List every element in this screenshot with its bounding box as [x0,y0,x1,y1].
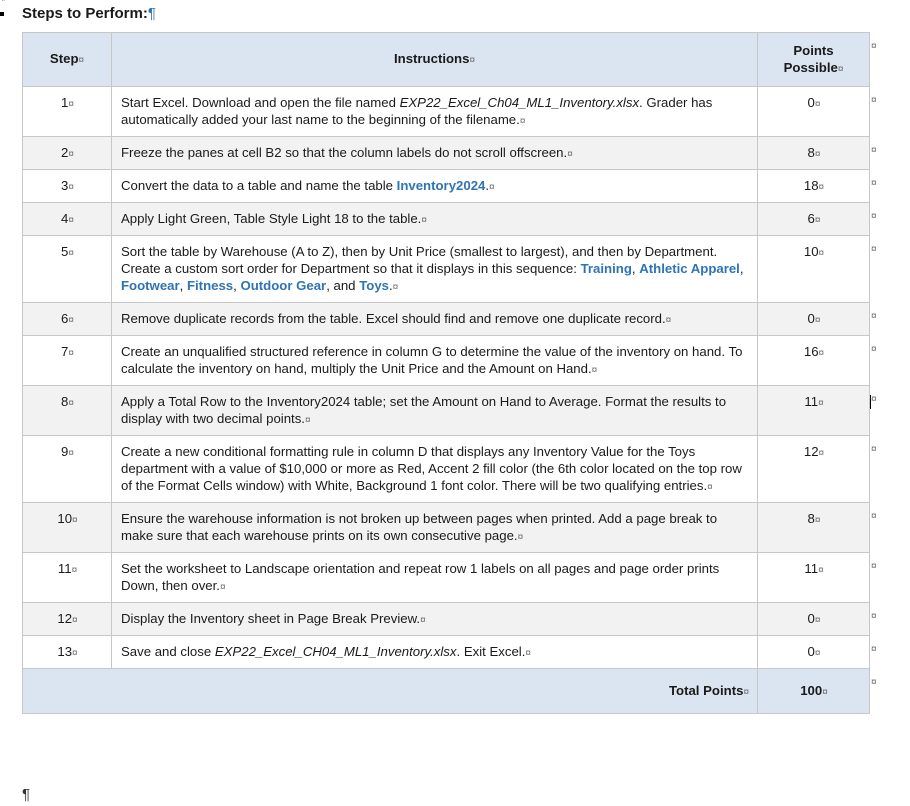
step-points: 8¤ [758,503,870,553]
table-row [23,603,870,636]
row-end-mark: ¤ [871,560,877,572]
step-points: 0¤ [758,636,870,669]
step-instruction: Freeze the panes at cell B2 so that the column labels do not scroll offscreen.¤ [112,137,758,170]
total-row [23,669,870,714]
row-end-mark: ¤ [871,177,877,189]
total-points-label: Total Points¤ [23,669,758,714]
row-end-mark: ¤ [871,243,877,255]
step-instruction: Create a new conditional formatting rule in column D that displays any Inventory Value for the Toys department with a value of $10,000 or more as Red, Accent 2 fill color (the 6th color located on the top row of the Format Cells window) with White, Background 1 font color. There will be two qualifying entries.¤ [112,436,758,503]
step-points: 11¤ [758,553,870,603]
steps-table [22,32,870,714]
step-number: 11¤ [23,553,112,603]
step-instruction: Create an unqualified structured reference in column G to determine the value of the inventory on hand. To calculate the inventory on hand, multiply the Unit Price and the Amount on Hand.¤ [112,336,758,386]
step-instruction: Convert the data to a table and name the table Inventory2024.¤ [112,170,758,203]
row-end-mark: ¤ [871,210,877,222]
table-row [23,503,870,553]
section-heading [2,0,156,22]
header-step: Step¤ [23,33,112,87]
step-points: 6¤ [758,203,870,236]
step-number: 1¤ [23,87,112,137]
pilcrow-mark: ¶ [147,5,156,22]
row-end-mark: ¤ [871,310,877,322]
row-end-mark: ¤ [871,643,877,655]
step-instruction: Ensure the warehouse information is not broken up between pages when printed. Add a page break to make sure that each warehouse prints on its own consecutive page.¤ [112,503,758,553]
paragraph-bullet [0,12,4,16]
step-number: 3¤ [23,170,112,203]
paragraph-end-mark: ¶ [22,786,31,803]
row-end-mark: ¤ [871,510,877,522]
table-row [23,336,870,386]
step-number: 12¤ [23,603,112,636]
row-end-mark: ¤ [871,144,877,156]
row-end-mark: ¤ [871,94,877,106]
row-end-mark: ¤ [871,393,877,405]
step-points: 0¤ [758,87,870,137]
step-number: 13¤ [23,636,112,669]
step-points: 0¤ [758,603,870,636]
table-header-row [23,33,870,87]
step-number: 2¤ [23,137,112,170]
row-end-mark: ¤ [871,676,877,688]
formatting-mark: " [2,0,5,7]
step-number: 5¤ [23,236,112,303]
header-instructions: Instructions¤ [112,33,758,87]
step-instruction: Set the worksheet to Landscape orientation and repeat row 1 labels on all pages and page order prints Down, then over.¤ [112,553,758,603]
table-row [23,636,870,669]
table-row [23,137,870,170]
step-points: 11¤ [758,386,870,436]
table-row [23,236,870,303]
step-instruction: Display the Inventory sheet in Page Break Preview.¤ [112,603,758,636]
step-points: 10¤ [758,236,870,303]
step-number: 7¤ [23,336,112,386]
step-instruction: Remove duplicate records from the table. Excel should find and remove one duplicate record.¤ [112,303,758,336]
total-points-value: 100¤ [758,669,870,714]
step-instruction: Save and close EXP22_Excel_CH04_ML1_Inventory.xlsx. Exit Excel.¤ [112,636,758,669]
step-instruction: Sort the table by Warehouse (A to Z), then by Unit Price (smallest to largest), and then by Department. Create a custom sort order for Department so that it displays in this sequence: Training, Athletic Apparel, Footwear, Fitness, Outdoor Gear, and Toys.¤ [112,236,758,303]
step-number: 6¤ [23,303,112,336]
table-row [23,203,870,236]
table-row [23,436,870,503]
table-row [23,87,870,137]
step-instruction: Apply a Total Row to the Inventory2024 table; set the Amount on Hand to Average. Format the results to display with two decimal points.¤ [112,386,758,436]
step-instruction: Apply Light Green, Table Style Light 18 to the table.¤ [112,203,758,236]
step-number: 10¤ [23,503,112,553]
table-row [23,303,870,336]
table-row [23,170,870,203]
step-number: 9¤ [23,436,112,503]
step-number: 8¤ [23,386,112,436]
table-row [23,386,870,436]
step-points: 12¤ [758,436,870,503]
header-points-possible: Points Possible¤ [758,33,870,87]
step-points: 8¤ [758,137,870,170]
table-row [23,553,870,603]
step-number: 4¤ [23,203,112,236]
section-heading-text: Steps to Perform: [22,5,148,22]
row-end-mark: ¤ [871,40,877,52]
step-instruction: Start Excel. Download and open the file named EXP22_Excel_Ch04_ML1_Inventory.xlsx. Grader has automatically added your last name to the beginning of the filename.¤ [112,87,758,137]
row-end-mark: ¤ [871,610,877,622]
step-points: 0¤ [758,303,870,336]
row-end-mark: ¤ [871,443,877,455]
row-end-mark: ¤ [871,343,877,355]
step-points: 16¤ [758,336,870,386]
text-cursor [870,395,871,409]
step-points: 18¤ [758,170,870,203]
